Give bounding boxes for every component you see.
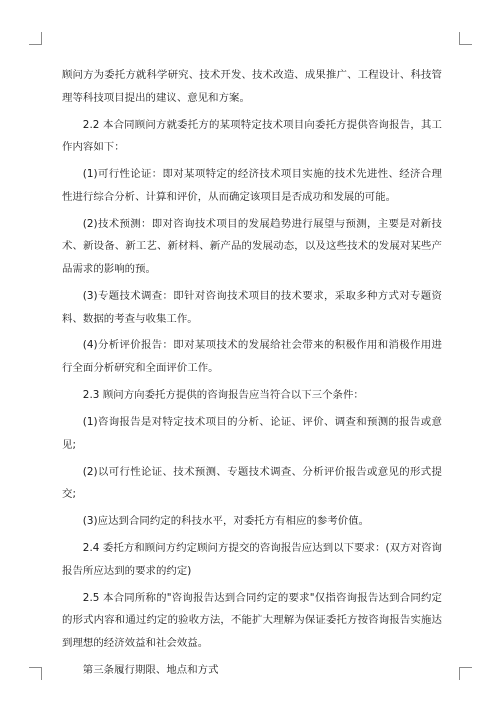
paragraph-clause-2-5: 2.5 本合同所称的"咨询报告达到合同约定的要求"仅指咨询报告达到合同约定的形式内容和通过约定的验收方法，不能扩大理解为保证委托方按咨询报告实施达到理想的经济效益和社会效益。 [62, 591, 442, 649]
paragraph-condition-2: (2)以可行性论证、技术预测、专题技术调查、分析评价报告或意见的形式提交; [62, 465, 442, 501]
crop-mark-top-right [459, 32, 472, 45]
paragraph-survey: (3)专题技术调查：即针对咨询技术项目的技术要求，采取多种方式对专题资料、数据的考查与收集工作。 [62, 289, 442, 325]
paragraph-forecast: (2)技术预测：即对咨询技术项目的发展趋势进行展望与预测，主要是对新技术、新设备、新工艺、新材料、新产品的发展动态，以及这些技术的发展对某些产品需求的影响的预。 [62, 217, 442, 275]
paragraph-clause-2-3: 2.3 顾问方向委托方提供的咨询报告应当符合以下三个条件： [82, 389, 364, 402]
crop-mark-bottom-left [29, 667, 42, 680]
crop-mark-bottom-right [459, 667, 472, 680]
paragraph-evaluation: (4)分析评价报告：即对某项技术的发展给社会带来的积极作用和消极作用进行全面分析研究和全面评价工作。 [62, 339, 442, 375]
paragraph-clause-2-4: 2.4 委托方和顾问方约定顾问方提交的咨询报告应达到以下要求：(双方对咨询报告所应达到的要求的约定) [62, 542, 442, 577]
paragraph-clause-2-2: 2.2 本合同顾问方就委托方的某项特定技术项目向委托方提供咨询报告，其工作内容如下： [62, 118, 442, 154]
paragraph-condition-3: (3)应达到合同约定的科技水平，对委托方有相应的参考价值。 [82, 515, 370, 528]
paragraph-condition-1: (1)咨询报告是对特定技术项目的分析、论证、评价、调查和预测的报告或意见; [62, 416, 442, 451]
document-body [62, 64, 442, 686]
section-heading-article-3: 第三条履行期限、地点和方式 [82, 663, 219, 676]
paragraph-feasibility: (1)可行性论证：即对某项特定的经济技术项目实施的技术先进性、经济合理性进行综合分析、计算和评价，从而确定该项目是否成功和发展的可能。 [62, 168, 442, 203]
crop-mark-top-left [29, 32, 42, 45]
paragraph-continuation: 顾问方为委托方就科学研究、技术开发、技术改造、成果推广、工程设计、科技管理等科技项目提出的建议、意见和方案。 [62, 69, 442, 104]
